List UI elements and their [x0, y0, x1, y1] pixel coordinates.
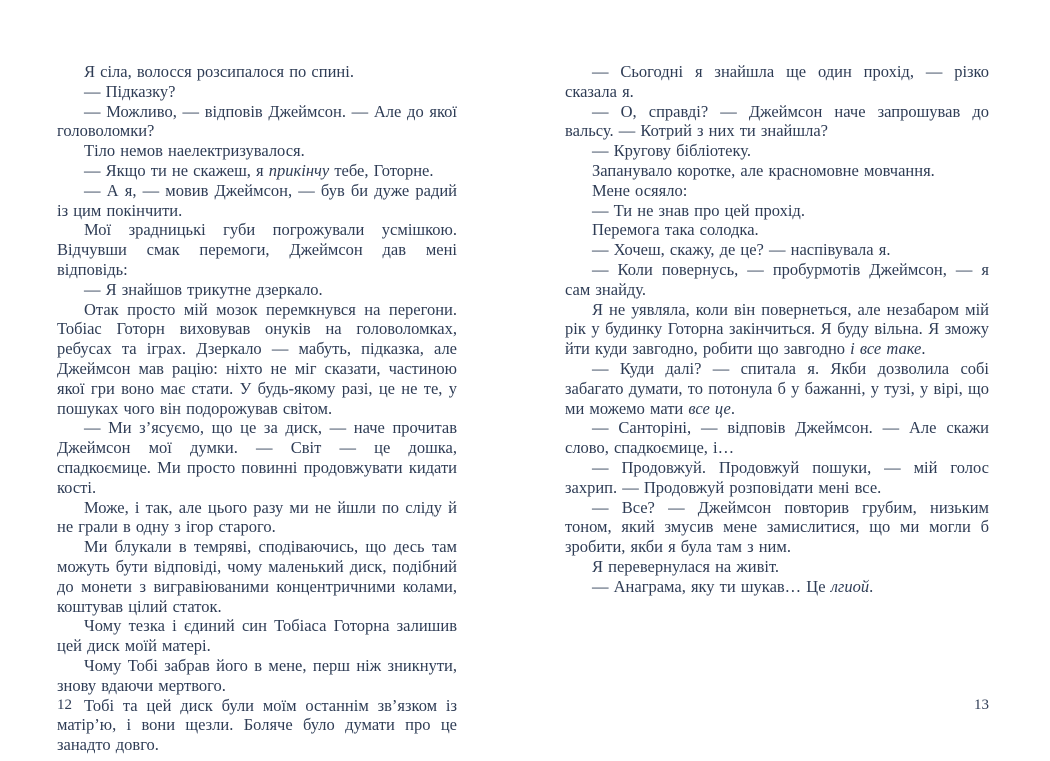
- text-run: — Ти не знав про цей прохід.: [592, 200, 805, 220]
- paragraph: [57, 300, 457, 419]
- text-run: Отак просто мій мозок перемкнувся на перегони. Тобіас Готорн виховував онуків на головоломках, ребусах та іграх. Дзеркало — мабуть, підказка, але Джеймсон мав рацію: ніхто не міг сказати, частиною якої гри воно має стати. У будь-якому разі, це не те, у пошуках чого він подорожував світом.: [57, 299, 457, 418]
- paragraph: [57, 82, 457, 102]
- text-run: Я перевернулася на живіт.: [592, 556, 780, 576]
- text-run: Тіло немов наелектризувалося.: [84, 141, 305, 161]
- text-run: Мої зрадницькі губи погрожували усмішкою. Відчувши смак перемоги, Джеймсон дав мені відповідь:: [57, 220, 457, 279]
- text-run: Запанувало коротке, але красномовне мовчання.: [592, 160, 935, 180]
- text-run: — Кругову бібліотеку.: [592, 141, 751, 161]
- paragraph: [565, 201, 989, 221]
- paragraph: [57, 161, 457, 181]
- text-run: Я сіла, волосся розсипалося по спині.: [84, 62, 354, 81]
- paragraph: [565, 141, 989, 161]
- paragraph: [57, 102, 457, 142]
- text-run: Мене осяяло:: [592, 180, 688, 200]
- paragraph: [565, 557, 989, 577]
- text-run: — Ми з’ясуємо, що це за диск, — наче прочитав Джеймсон мої думки. — Світ — це дошка, спадкоємице. Ми просто повинні продовжувати кидати кості.: [57, 418, 457, 497]
- paragraph: [565, 240, 989, 260]
- paragraph: [565, 300, 989, 359]
- page-text: [565, 62, 989, 597]
- text-run: .: [730, 398, 735, 418]
- text-run: — Анаграма, яку ти шукав… Це: [592, 576, 831, 596]
- paragraph: [57, 498, 457, 538]
- italic-text-run: лгиой: [830, 576, 870, 596]
- page-number: 12: [57, 697, 72, 713]
- paragraph: [565, 458, 989, 498]
- paragraph: [565, 418, 989, 458]
- text-run: Тобі та цей диск були моїм останнім зв’язком із матір’ю, і вони щезли. Боляче було думати про це занадто довго.: [57, 695, 457, 755]
- italic-text-run: все це: [688, 398, 731, 418]
- text-run: тебе, Готорне.: [329, 160, 434, 180]
- paragraph: [57, 616, 457, 656]
- page-text: [57, 62, 457, 755]
- paragraph: [565, 161, 989, 181]
- paragraph: [565, 102, 989, 142]
- paragraph: [565, 220, 989, 240]
- paragraph: [57, 280, 457, 300]
- paragraph: [57, 141, 457, 161]
- text-run: Я не уявляла, коли він повернеться, але незабаром мій рік у будинку Готорна закінчиться. Я буду вільна. Я зможу йти куди завгодно, робити що завгодно: [565, 299, 989, 359]
- italic-text-run: і все таке: [850, 339, 922, 359]
- paragraph: [565, 577, 989, 597]
- page-number: 13: [974, 697, 989, 713]
- paragraph: [57, 220, 457, 279]
- paragraph: [57, 181, 457, 221]
- paragraph: [565, 62, 989, 102]
- text-run: — Коли повернусь, — пробурмотів Джеймсон, — я сам знайду.: [565, 259, 989, 299]
- paragraph: [57, 537, 457, 616]
- text-run: Може, і так, але цього разу ми не йшли по сліду й не грали в одну з ігор старого.: [57, 497, 457, 537]
- text-run: — Хочеш, скажу, де це? — наспівувала я.: [592, 240, 891, 260]
- text-run: — Підказку?: [84, 81, 176, 101]
- paragraph: [57, 62, 457, 82]
- paragraph: [565, 260, 989, 300]
- text-run: — Санторіні, — відповів Джеймсон. — Але скажи слово, спадкоємице, і…: [565, 418, 989, 458]
- text-run: — Все? — Джеймсон повторив грубим, низьким тоном, який змусив мене замислитися, що ми могли б зробити, якби я була там з ним.: [565, 497, 989, 557]
- text-run: — Я знайшов трикутне дзеркало.: [84, 279, 323, 299]
- text-run: .: [921, 339, 926, 359]
- text-run: .: [869, 576, 874, 596]
- paragraph: [565, 498, 989, 557]
- text-run: Чому Тобі забрав його в мене, перш ніж зникнути, знову вдаючи мертвого.: [57, 655, 457, 695]
- text-run: Ми блукали в темряві, сподіваючись, що десь там можуть бути відповіді, чому маленький диск, подібний до монети з вигравіюваними концентричними колами, коштував цілий статок.: [57, 537, 457, 616]
- text-run: — Продовжуй. Продовжуй пошуки, — мій голос захрип. — Продовжуй розповідати мені все.: [565, 457, 989, 497]
- text-run: Чому тезка і єдиний син Тобіаса Готорна залишив цей диск моїй матері.: [57, 616, 457, 656]
- text-run: — Сьогодні я знайшла ще один прохід, — різко сказала я.: [565, 62, 989, 101]
- text-run: — Куди далі? — спитала я. Якби дозволила собі забагато думати, то потонула б у бажанні, у тузі, у вірі, що ми можемо мати: [565, 358, 989, 418]
- text-run: — Якщо ти не скажеш, я: [84, 160, 269, 180]
- text-run: — А я, — мовив Джеймсон, — був би дуже радий із цим покінчити.: [57, 180, 457, 220]
- paragraph: [565, 181, 989, 201]
- text-run: Перемога така солодка.: [592, 220, 759, 240]
- text-run: — О, справді? — Джеймсон наче запрошував до вальсу. — Котрий з них ти знайшла?: [565, 101, 989, 141]
- paragraph: [57, 418, 457, 497]
- paragraph: [565, 359, 989, 418]
- paragraph: [57, 656, 457, 696]
- italic-text-run: прикінчу: [268, 160, 330, 180]
- text-run: — Можливо, — відповів Джеймсон. — Але до якої головоломки?: [57, 101, 457, 141]
